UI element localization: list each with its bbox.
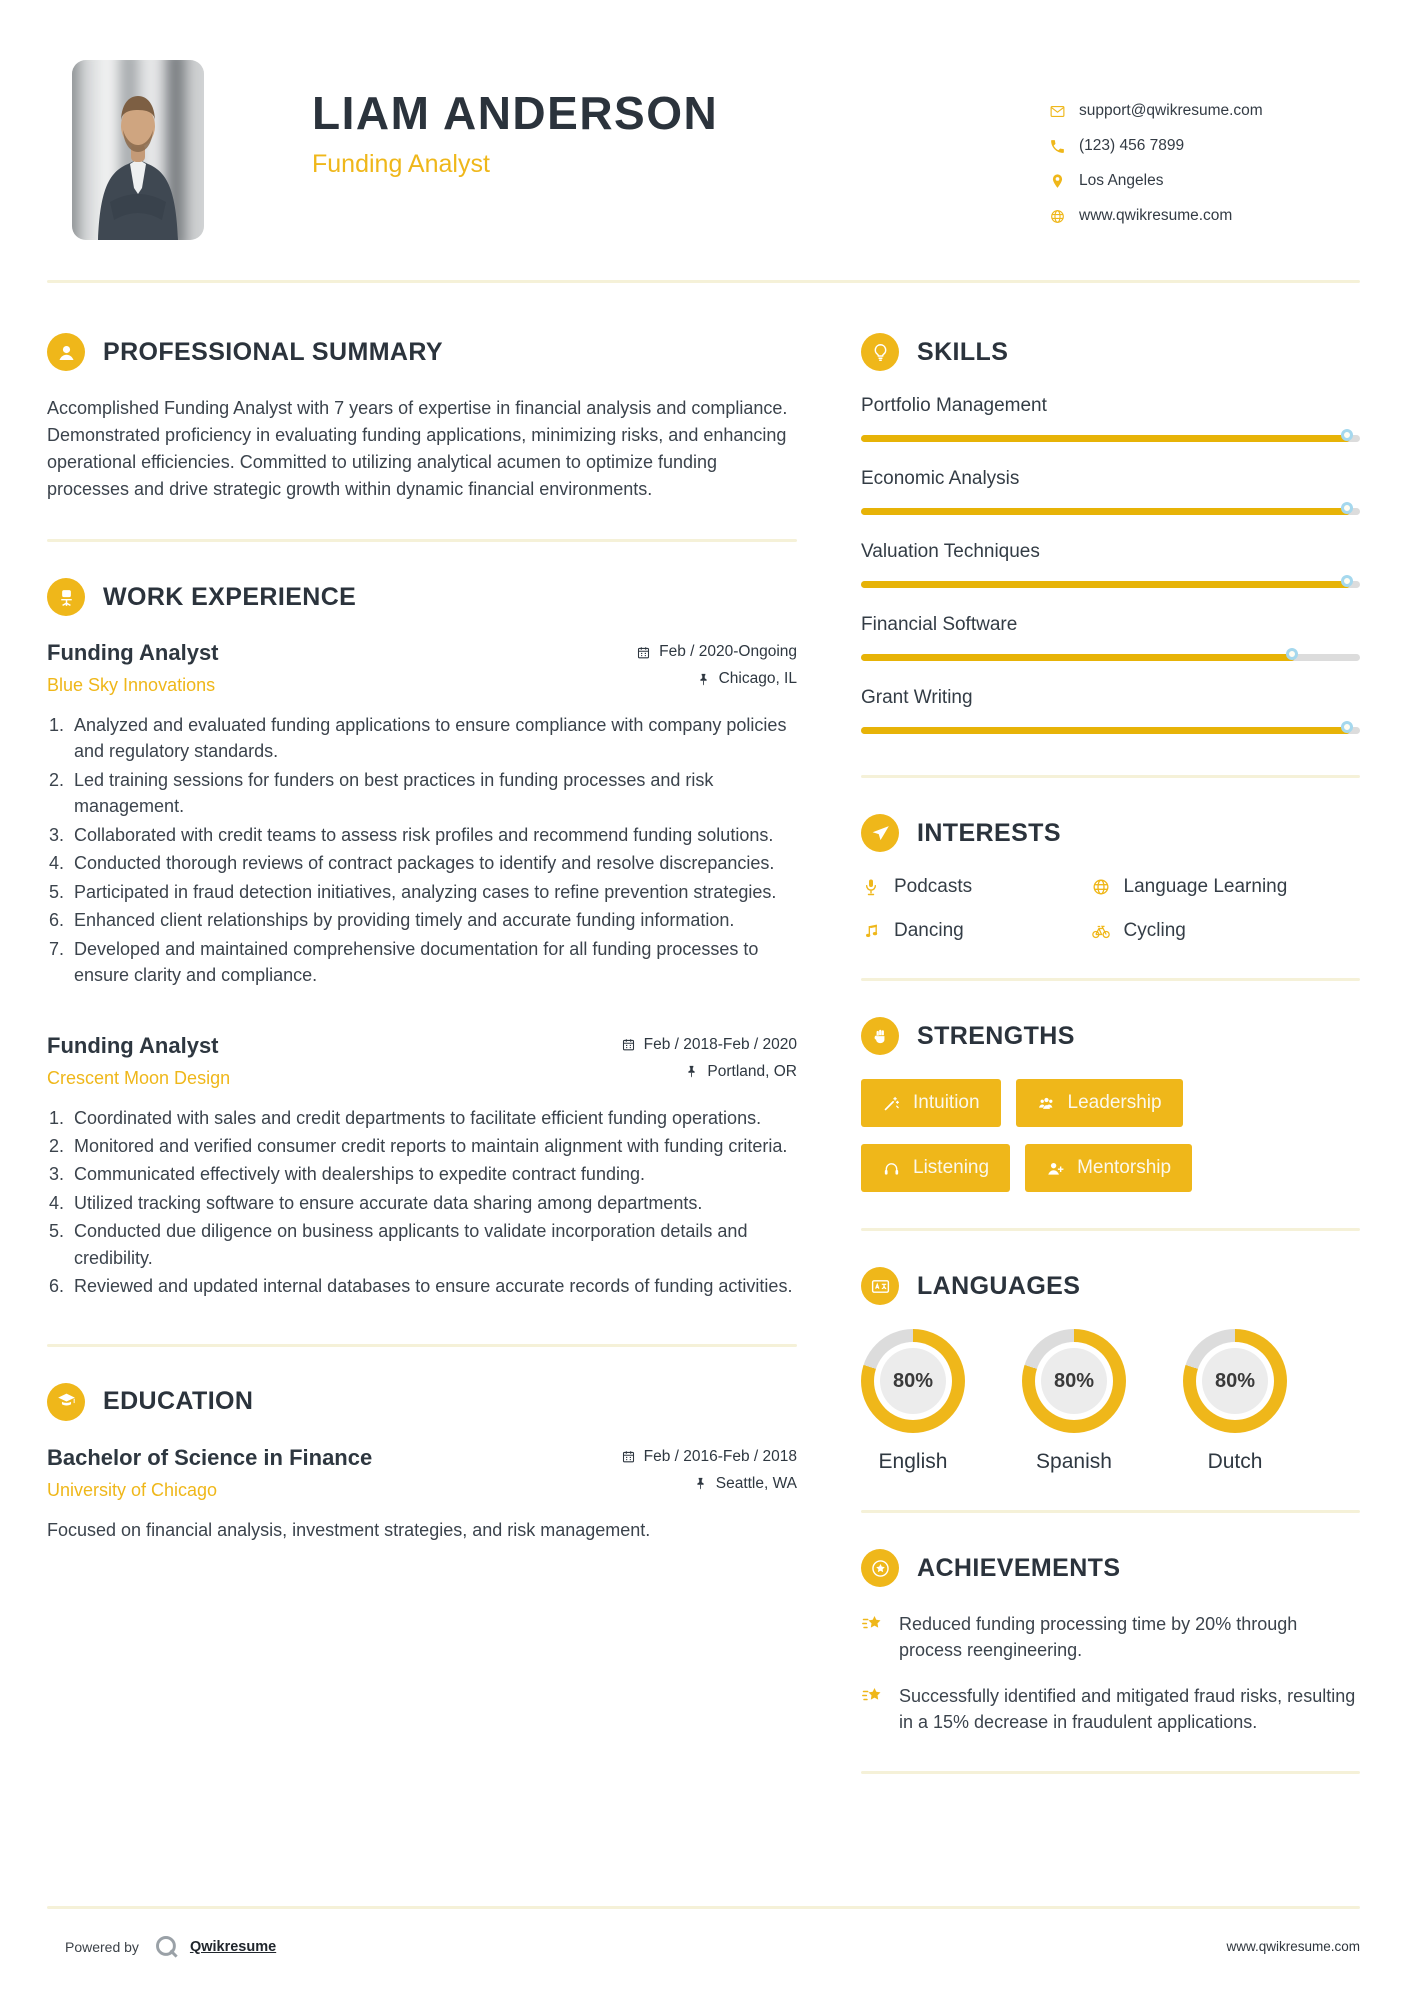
job-header xyxy=(47,640,797,696)
shooting-star-icon xyxy=(861,1684,885,1708)
interests-heading: INTERESTS xyxy=(917,818,1061,847)
job-dates xyxy=(621,1036,797,1054)
job-bullets xyxy=(47,712,797,989)
skill-slider[interactable] xyxy=(861,648,1360,666)
job-dates-text: Feb / 2020-Ongoing xyxy=(659,643,797,660)
user-icon xyxy=(47,333,85,371)
qwikresume-link[interactable]: Qwikresume xyxy=(189,1938,277,1955)
skill-slider-knob[interactable] xyxy=(1341,721,1353,733)
contact-list xyxy=(1049,102,1335,240)
job-meta xyxy=(621,1036,797,1089)
job-header-left xyxy=(47,640,219,696)
skill-list xyxy=(861,395,1360,739)
language-label: Dutch xyxy=(1207,1450,1263,1473)
job-bullet: Coordinated with sales and credit departments to facilitate efficient funding operations. xyxy=(74,1107,762,1128)
education-meta xyxy=(621,1448,797,1501)
interest-item xyxy=(861,876,1091,898)
skill-bar-fill xyxy=(861,581,1350,588)
job-dates-text: Feb / 2018-Feb / 2020 xyxy=(643,1035,797,1053)
section-interests xyxy=(861,814,1360,942)
skill-slider-knob[interactable] xyxy=(1341,429,1353,441)
language-list xyxy=(861,1329,1360,1474)
skill-slider-knob[interactable] xyxy=(1341,502,1353,514)
interest-list xyxy=(861,876,1360,942)
microphone-icon xyxy=(861,877,881,897)
achievements-header xyxy=(861,1549,1360,1587)
job-location-text: Portland, OR xyxy=(707,1062,797,1080)
section-languages xyxy=(861,1267,1360,1474)
language-item xyxy=(1022,1329,1126,1474)
language-donut-hole xyxy=(1196,1342,1274,1420)
skill-label: Portfolio Management xyxy=(861,395,1047,416)
skill-slider[interactable] xyxy=(861,429,1360,447)
language-item xyxy=(861,1329,965,1474)
job-location xyxy=(621,1063,797,1081)
interest-label: Language Learning xyxy=(1123,876,1288,897)
skill-bar-fill xyxy=(861,508,1350,515)
qwikresume-logo-icon xyxy=(153,1933,180,1960)
strengths-heading: STRENGTHS xyxy=(917,1021,1075,1050)
footer-row xyxy=(47,1933,1360,1960)
left-column xyxy=(47,333,797,1544)
job-list xyxy=(47,640,797,1300)
language-percent: 80% xyxy=(1041,1348,1107,1414)
language-donut-hole xyxy=(874,1342,952,1420)
calendar-icon xyxy=(621,1449,636,1464)
header-divider xyxy=(47,280,1360,283)
interest-item xyxy=(1091,876,1360,898)
contact-text: support@qwikresume.com xyxy=(1079,102,1263,119)
work-heading: WORK EXPERIENCE xyxy=(103,582,357,611)
photo-person xyxy=(72,60,204,240)
job-bullet: Enhanced client relationships by providing timely and accurate funding information. xyxy=(74,910,735,931)
section-divider xyxy=(861,1510,1360,1513)
skill-label: Economic Analysis xyxy=(861,468,1020,489)
section-divider xyxy=(861,978,1360,981)
mentor-icon xyxy=(1046,1159,1065,1178)
skills-header xyxy=(861,333,1360,371)
job-bullet: Conducted due diligence on business applicants to validate incorporation details and credibility. xyxy=(74,1221,748,1268)
summary-text: Accomplished Funding Analyst with 7 years of expertise in financial analysis and compliance. Demonstrated proficiency in evaluating funding applications, minimizing risks, and enhancing operational efficiencies. Committed to utilizing analytical acumen to optimize funding processes and drive strategic growth within dynamic financial environments. xyxy=(47,398,788,499)
strengths-header xyxy=(861,1017,1360,1055)
section-skills xyxy=(861,333,1360,739)
job-title: Funding Analyst xyxy=(47,640,219,665)
office-chair-icon xyxy=(47,578,85,616)
contact-item xyxy=(1049,102,1335,120)
section-summary xyxy=(47,333,797,503)
summary-heading: PROFESSIONAL SUMMARY xyxy=(103,337,443,366)
job-bullet: Developed and maintained comprehensive documentation for all funding processes to ensure clarity and compliance. xyxy=(74,938,759,986)
strength-badge xyxy=(1025,1144,1192,1192)
strength-badge xyxy=(861,1079,1001,1127)
job-bullet: Led training sessions for funders on best practices in funding processes and risk management. xyxy=(74,769,714,817)
achievement-item xyxy=(861,1683,1360,1735)
job-bullet: Participated in fraud detection initiatives, analyzing cases to refine prevention strategies. xyxy=(74,881,777,902)
strength-label: Leadership xyxy=(1067,1092,1162,1113)
education-entry-left xyxy=(47,1445,372,1501)
education-location xyxy=(621,1475,797,1493)
language-label: English xyxy=(878,1450,948,1473)
strength-label: Intuition xyxy=(913,1092,980,1113)
person-name: LIAM ANDERSON xyxy=(312,87,719,139)
skill-row xyxy=(861,395,1360,447)
section-divider xyxy=(47,539,797,542)
powered-by-label: Powered by xyxy=(65,1938,139,1955)
summary-header xyxy=(47,333,797,371)
contact-text: (123) 456 7899 xyxy=(1079,137,1185,154)
interest-item xyxy=(861,920,1091,942)
resume-header xyxy=(47,0,1360,240)
right-column xyxy=(861,333,1360,1810)
section-divider xyxy=(861,1228,1360,1231)
identity-block xyxy=(312,86,718,240)
language-donut xyxy=(1022,1329,1126,1433)
skill-row xyxy=(861,468,1360,520)
job-header xyxy=(47,1033,797,1089)
job-company: Blue Sky Innovations xyxy=(47,675,216,695)
footer-website: www.qwikresume.com xyxy=(1226,1939,1360,1954)
education-dates-text: Feb / 2016-Feb / 2018 xyxy=(643,1447,797,1465)
skill-slider[interactable] xyxy=(861,502,1360,520)
interest-item xyxy=(1091,920,1360,942)
strength-label: Mentorship xyxy=(1077,1157,1172,1178)
section-education xyxy=(47,1383,797,1544)
skill-bar-fill xyxy=(861,435,1350,442)
job-company: Crescent Moon Design xyxy=(47,1067,231,1088)
language-percent: 80% xyxy=(880,1348,946,1414)
contact-item xyxy=(1049,172,1335,190)
job-location-text: Chicago, IL xyxy=(718,670,797,687)
headphones-icon xyxy=(882,1159,901,1178)
graduate-icon xyxy=(47,1383,85,1421)
profile-photo xyxy=(72,60,204,240)
work-header xyxy=(47,578,797,616)
wand-icon xyxy=(882,1094,901,1113)
bulb-icon xyxy=(861,333,899,371)
contact-item xyxy=(1049,137,1335,155)
achievement-item xyxy=(861,1611,1360,1663)
job-bullets xyxy=(47,1105,797,1300)
job-bullet: Analyzed and evaluated funding applications to ensure compliance with company policies and regulatory standards. xyxy=(74,715,787,762)
pushpin-icon xyxy=(696,672,711,687)
calendar-icon xyxy=(621,1037,636,1052)
contact-text: www.qwikresume.com xyxy=(1079,207,1233,224)
achievement-list xyxy=(861,1611,1360,1735)
languages-header xyxy=(861,1267,1360,1305)
education-location-text: Seattle, WA xyxy=(715,1474,797,1492)
music-note-icon xyxy=(861,921,881,941)
job-entry xyxy=(47,640,797,989)
school-name: University of Chicago xyxy=(47,1479,218,1500)
skill-row xyxy=(861,541,1360,593)
skill-label: Valuation Techniques xyxy=(861,541,1040,562)
fist-icon xyxy=(861,1017,899,1055)
section-divider xyxy=(861,1771,1360,1774)
job-bullet: Monitored and verified consumer credit reports to maintain alignment with funding criteria. xyxy=(74,1135,788,1156)
language-donut xyxy=(1183,1329,1287,1433)
education-entry-header xyxy=(47,1445,797,1501)
team-icon xyxy=(1037,1094,1056,1113)
job-bullet: Communicated effectively with dealerships to expedite contract funding. xyxy=(74,1164,645,1185)
skill-row xyxy=(861,614,1360,666)
calendar-icon xyxy=(636,645,651,660)
location-icon xyxy=(1049,173,1066,190)
skill-bar-fill xyxy=(861,654,1295,661)
bicycle-icon xyxy=(1091,921,1111,941)
contact-item xyxy=(1049,207,1335,225)
paper-plane-icon xyxy=(861,814,899,852)
strength-badge xyxy=(1016,1079,1183,1127)
education-dates xyxy=(621,1448,797,1466)
contact-text: Los Angeles xyxy=(1079,172,1164,189)
education-description: Focused on financial analysis, investment strategies, and risk management. xyxy=(47,1519,651,1540)
interests-header xyxy=(861,814,1360,852)
job-bullet: Reviewed and updated internal databases to ensure accurate records of funding activities. xyxy=(74,1276,793,1297)
skill-slider[interactable] xyxy=(861,721,1360,739)
language-donut-hole xyxy=(1035,1342,1113,1420)
strength-label: Listening xyxy=(913,1157,990,1178)
skill-slider[interactable] xyxy=(861,575,1360,593)
skill-slider-knob[interactable] xyxy=(1341,575,1353,587)
education-heading: EDUCATION xyxy=(103,1387,254,1416)
pushpin-icon xyxy=(693,1476,708,1491)
job-bullet: Conducted thorough reviews of contract packages to identify and resolve discrepancies. xyxy=(74,853,775,874)
job-header-left xyxy=(47,1033,230,1089)
person-title: Funding Analyst xyxy=(312,150,490,178)
language-donut xyxy=(861,1329,965,1433)
interest-label: Podcasts xyxy=(894,876,973,897)
footer-divider xyxy=(47,1906,1360,1909)
phone-icon xyxy=(1049,138,1066,155)
interest-label: Dancing xyxy=(894,920,964,941)
job-meta xyxy=(636,643,797,696)
achievement-text: Reduced funding processing time by 20% through process reengineering. xyxy=(899,1614,1298,1661)
skill-row xyxy=(861,687,1360,739)
education-header xyxy=(47,1383,797,1421)
resume-body xyxy=(47,333,1360,1906)
degree-title: Bachelor of Science in Finance xyxy=(47,1444,373,1470)
section-strengths xyxy=(861,1017,1360,1192)
language-label: Spanish xyxy=(1036,1450,1112,1473)
star-badge-icon xyxy=(861,1549,899,1587)
email-icon xyxy=(1049,103,1066,120)
shooting-star-icon xyxy=(861,1612,885,1636)
strength-badge xyxy=(861,1144,1010,1192)
skill-bar-fill xyxy=(861,727,1350,734)
skill-label: Financial Software xyxy=(861,614,1018,635)
job-title: Funding Analyst xyxy=(47,1032,219,1058)
section-work-experience xyxy=(47,578,797,1300)
id-card-icon xyxy=(861,1267,899,1305)
interest-label: Cycling xyxy=(1123,920,1186,941)
job-entry xyxy=(47,1033,797,1300)
section-divider xyxy=(47,1344,797,1347)
pushpin-icon xyxy=(684,1064,699,1079)
language-item xyxy=(1183,1329,1287,1474)
section-achievements xyxy=(861,1549,1360,1735)
skill-label: Grant Writing xyxy=(861,687,973,708)
language-percent: 80% xyxy=(1202,1348,1268,1414)
skills-heading: SKILLS xyxy=(917,337,1009,366)
job-location xyxy=(636,670,797,688)
resume-footer xyxy=(47,1906,1360,1990)
globe-icon xyxy=(1091,877,1111,897)
job-dates xyxy=(636,643,797,661)
job-bullet: Collaborated with credit teams to assess risk profiles and recommend funding solutions. xyxy=(74,824,774,845)
job-bullet: Utilized tracking software to ensure accurate data sharing among departments. xyxy=(74,1192,703,1213)
globe-icon xyxy=(1049,208,1066,225)
strength-list xyxy=(861,1079,1291,1192)
achievement-text: Successfully identified and mitigated fraud risks, resulting in a 15% decrease in fraudulent applications. xyxy=(899,1686,1356,1733)
achievements-heading: ACHIEVEMENTS xyxy=(917,1553,1121,1582)
languages-heading: LANGUAGES xyxy=(917,1271,1081,1300)
section-divider xyxy=(861,775,1360,778)
